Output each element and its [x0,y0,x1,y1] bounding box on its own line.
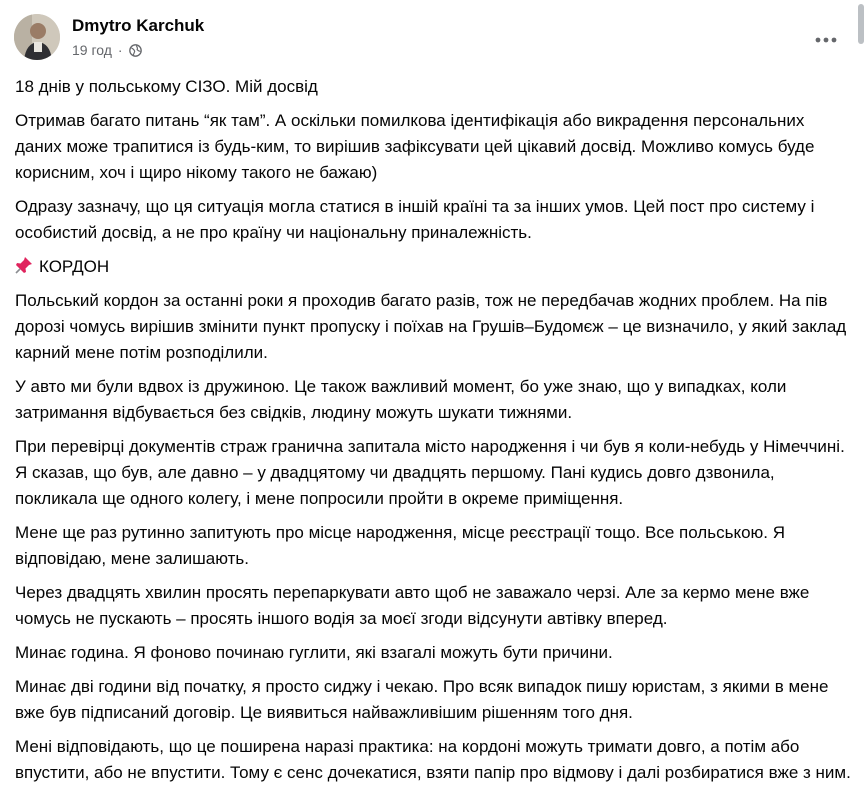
post-paragraph: Минає дві години від початку, я просто сиджу і чекаю. Про всяк випадок пишу юристам, з якими в мене вже був підписаний договір. Це виявиться найважливішим рішенням того дня. [15,677,829,722]
scrollbar-thumb[interactable] [858,4,864,44]
meta-separator: · [117,42,123,58]
author-name[interactable]: Dmytro Karchuk [72,16,205,35]
more-horizontal-icon [815,37,837,43]
post-header [14,14,852,62]
post-timestamp[interactable]: 19 год [72,42,112,58]
post-paragraph: При перевірці документів страж гранична запитала місто народження і чи був я коли-небудь у Німеччині. Я сказав, що був, але давно – у двадцятому чи двадцять першому. Пані кудись довго дзвонила, покликала ще одного колегу, і мене попросили пройти в окреме приміщення. [15,437,845,508]
post-paragraph: Польський кордон за останні роки я проходив багато разів, тож не передбачав жодних проблем. На пів дорозі чомусь вирішив змінити пункт пропуску і поїхав на Грушів–Будомєж – це визначило, у який заклад карний мене потім розподілили. [15,291,847,362]
post-title: 18 днів у польському СІЗО. Мій досвід [15,77,318,96]
post-paragraph: У авто ми були вдвох із дружиною. Це також важливий момент, бо уже знаю, що у випадках, коли затримання відбувається без свідків, людину можуть шукати тижнями. [15,377,787,422]
globe-icon[interactable] [129,44,142,57]
more-options-button[interactable] [808,22,844,58]
scrollbar[interactable] [856,0,866,802]
section-heading-label: КОРДОН [39,257,110,276]
post-meta [72,42,142,58]
avatar-image [14,14,60,60]
pushpin-icon [15,256,33,274]
post-paragraph: Через двадцять хвилин просять перепаркувати авто щоб не заважало черзі. Але за кермо мене вже чомусь не пускають – просять іншого водія за моєї згоди відсунути автівку вперед. [15,583,810,628]
post-paragraph: Отримав багато питань “як там”. А оскільки помилкова ідентифікація або викрадення персональних даних може трапитися із будь-ким, то вирішив зафіксувати цей цікавий досвід. Можливо комусь буде корисним, хоч і щиро нікому такого не бажаю) [15,111,815,182]
post-body [15,74,851,794]
avatar[interactable] [14,14,60,60]
post-paragraph: Мені відповідають, що це поширена наразі практика: на кордоні можуть тримати довго, а потім або впустити, або не впустити. Тому є сенс дочекатися, взяти папір про відмову і далі розбиратися вже з ним. [15,737,851,782]
section-heading [15,254,851,280]
post-paragraph: Минає година. Я фоново починаю гуглити, які взагалі можуть бути причини. [15,643,613,662]
post-paragraph: Одразу зазначу, що ця ситуація могла статися в іншій країні та за інших умов. Цей пост про систему і особистий досвід, а не про країну чи національну приналежність. [15,197,815,242]
post-paragraph: Мене ще раз рутинно запитують про місце народження, місце реєстрації тощо. Все польською. Я відповідаю, мене залишають. [15,523,785,568]
